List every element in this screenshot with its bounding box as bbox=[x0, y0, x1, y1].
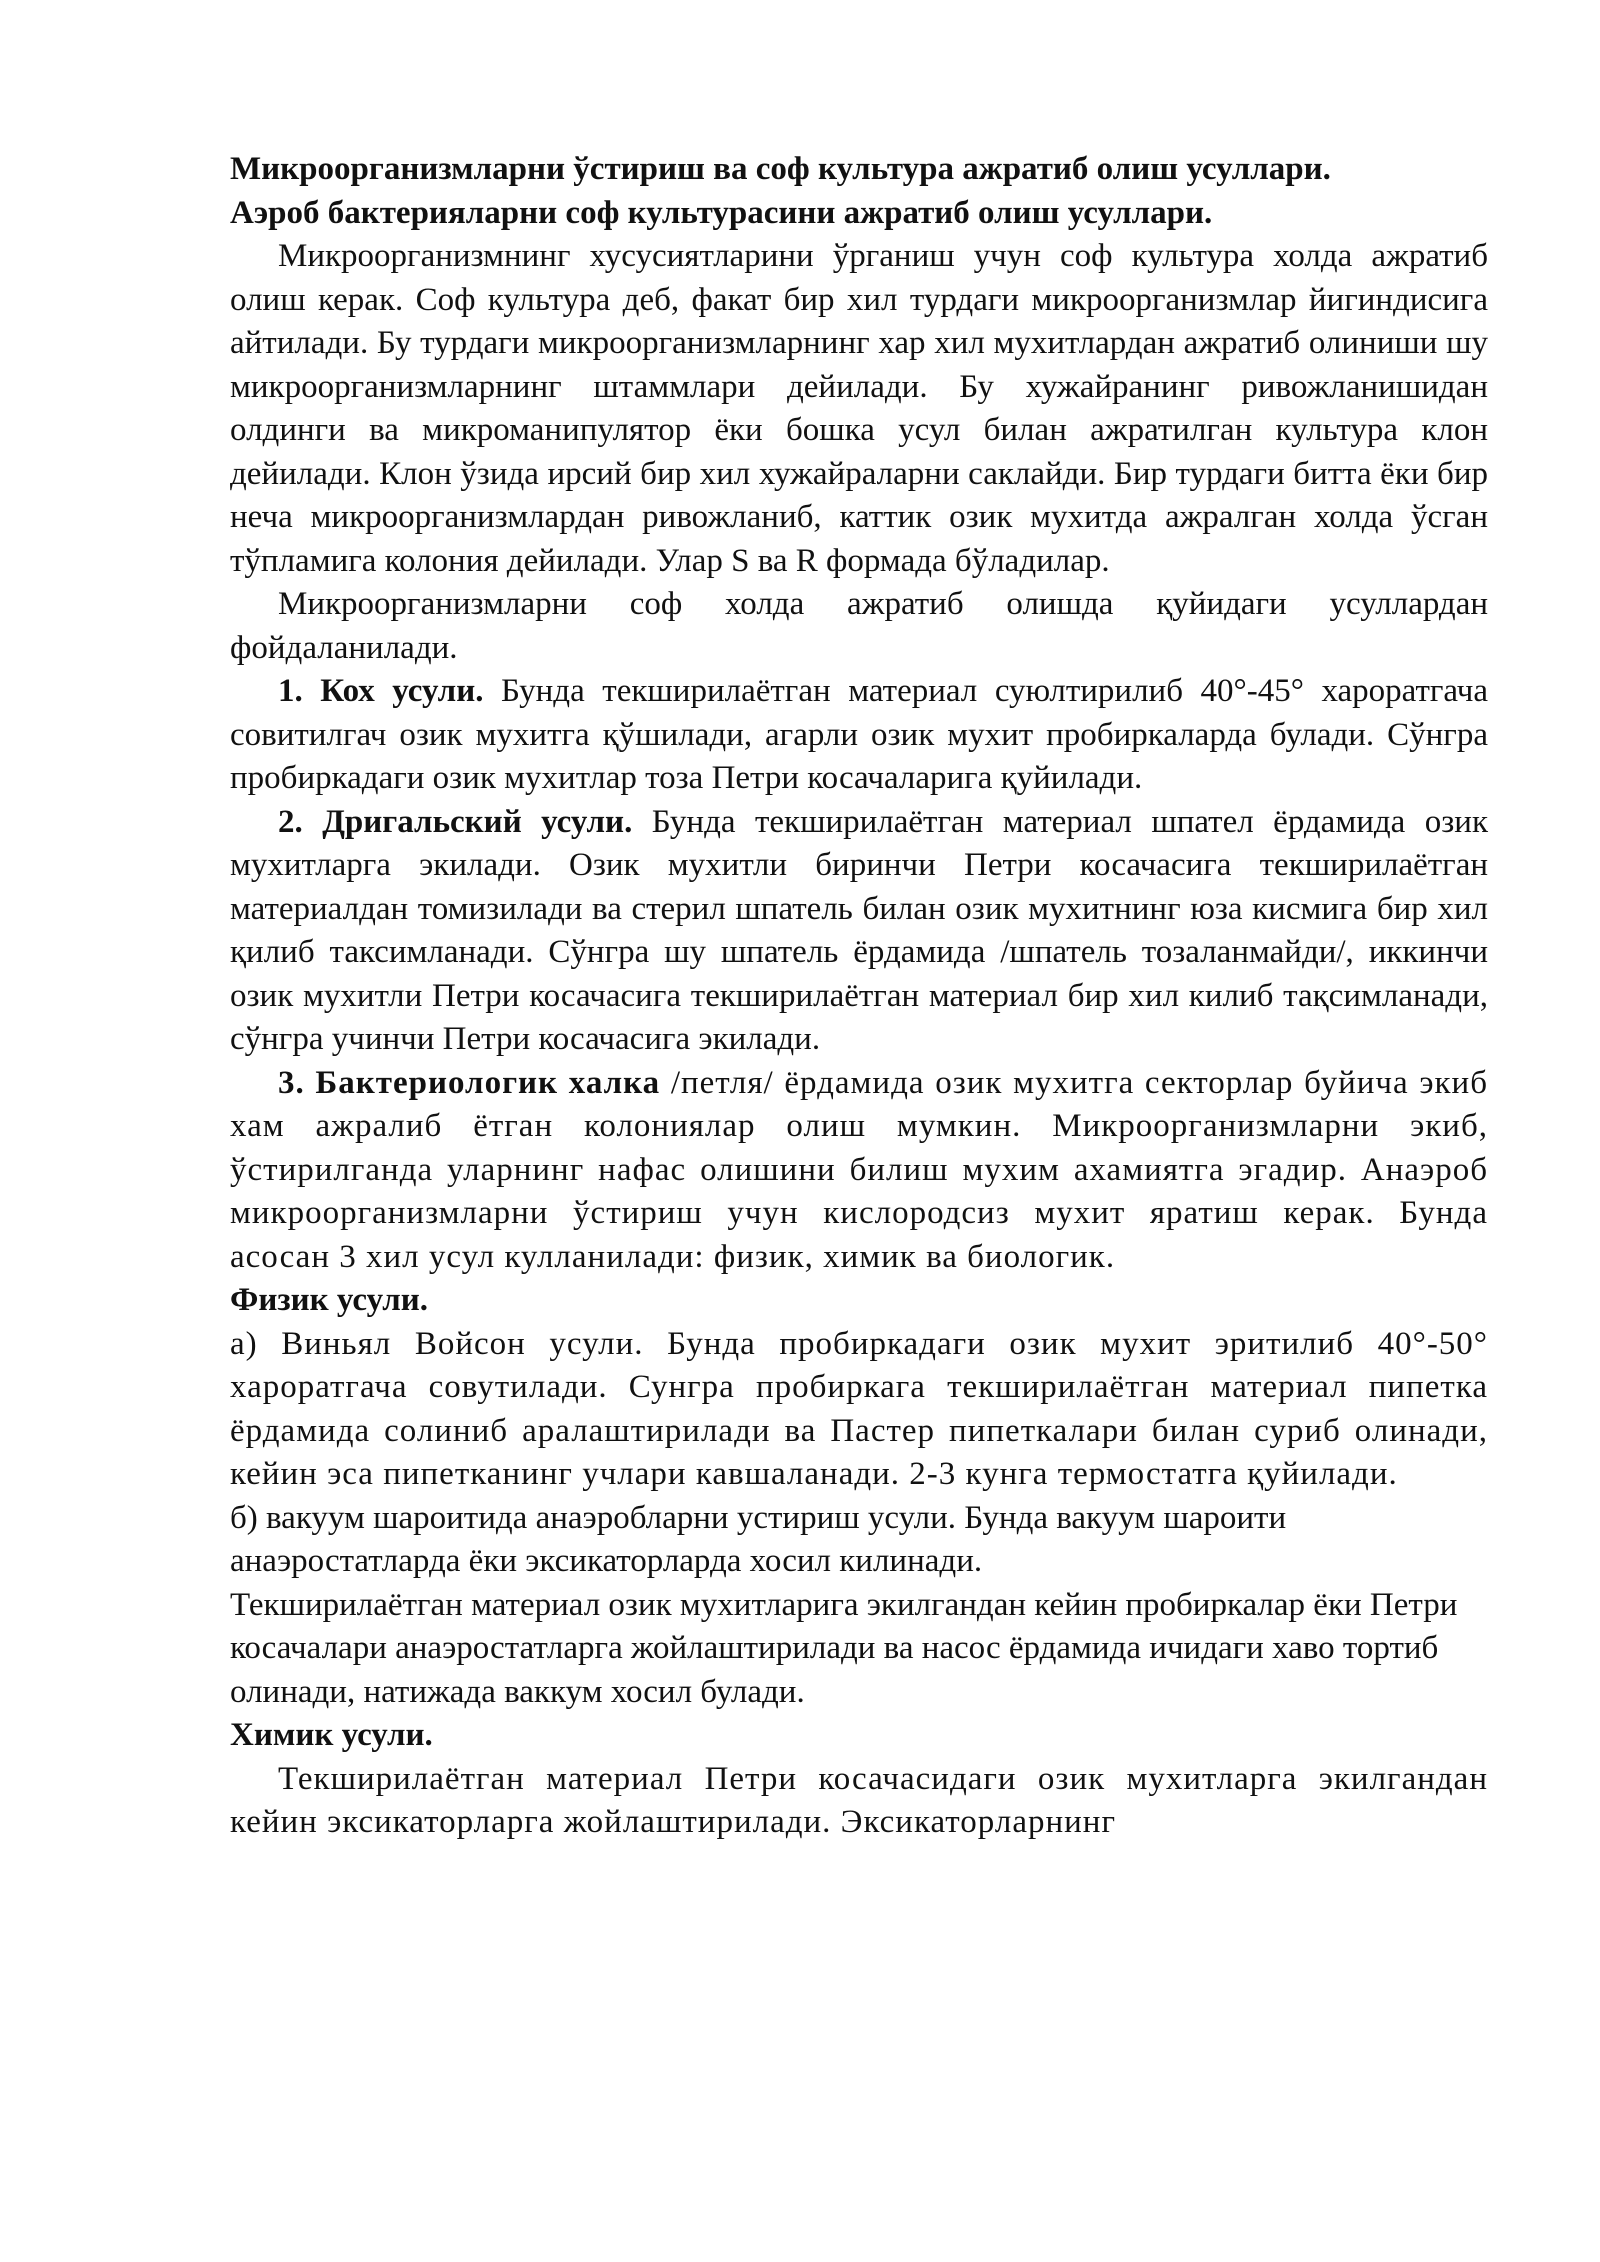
document-title-line-1: Микроорганизмларни ўстириш ва соф культура ажратиб олиш усуллари. bbox=[230, 151, 1331, 187]
method-1-text: Бунда текширилаётган материал суюлтирилиб 40°-45° хароратгача совитилгач озик мухитга қўшилади, агарли озик мухит пробиркаларда булади. Сўнгра пробиркадаги озик мухитлар тоза Петри косачаларига қуйилади. bbox=[230, 673, 1488, 796]
method-2-paragraph bbox=[230, 801, 1488, 1062]
intro-paragraph: Микроорганизмнинг хусусиятларини ўрганиш учун соф культура холда ажратиб олиш керак. Соф культура деб, факат бир хил турдаги микроорганизмлар йигиндисига айтилади. Бу турдаги микроорганизмларнинг хар хил мухитлардан ажратиб олиниши шу микроорганизмларнинг штаммлари дейилади. Бу хужайранинг ривожланишидан олдинги ва микроманипулятор ёки бошка усул билан ажратилган культура клон дейилади. Клон ўзида ирсий бир хил хужайраларни саклайди. Бир турдаги битта ёки бир неча микроорганизмлардан ривожланиб, каттик озик мухитда ажралган холда ўсган тўпламига колония дейилади. Улар S ва R формада бўладилар. bbox=[230, 238, 1488, 579]
method-3-paragraph bbox=[230, 1062, 1488, 1280]
method-1-paragraph bbox=[230, 670, 1488, 801]
physical-method-heading: Физик усули. bbox=[230, 1282, 429, 1318]
document-page bbox=[230, 148, 1488, 1845]
method-3-title: 3. Бактериологик халка bbox=[278, 1064, 661, 1101]
chemical-method-paragraph: Текширилаётган материал Петри косачасидаги озик мухитларга экилгандан кейин эксикаторларга жойлаштирилади. Эксикаторларнинг bbox=[230, 1760, 1488, 1840]
method-1-title: 1. Кох усули. bbox=[278, 673, 484, 709]
document-title-line-2: Аэроб бактерияларни соф культурасини ажратиб олиш усуллари. bbox=[230, 194, 1213, 231]
physical-method-b-paragraph: б) вакуум шароитида анаэробларни устириш усули. Бунда вакуум шароити анаэростатларда ёки эксикаторларда хосил килинади. bbox=[230, 1499, 1287, 1579]
method-2-title: 2. Дригальский усули. bbox=[278, 803, 633, 840]
chemical-method-heading: Химик усули. bbox=[230, 1717, 433, 1753]
physical-method-b-detail-paragraph: Текширилаётган материал озик мухитларига экилгандан кейин пробиркалар ёки Петри косачалари анаэростатларга жойлаштирилади ва насос ёрдамида ичидаги хаво тортиб олинади, натижада ваккум хосил булади. bbox=[230, 1586, 1458, 1710]
methods-intro-paragraph: Микроорганизмларни соф холда ажратиб олишда қуйидаги усуллардан фойдаланилади. bbox=[230, 586, 1488, 666]
method-2-text: Бунда текширилаётган материал шпател ёрдамида озик мухитларга экилади. Озик мухитли биринчи Петри косачасига текширилаётган материалдан томизилади ва стерил шпатель билан озик мухитнинг юза кисмига бир хил қилиб таксимланади. Сўнгра шу шпатель ёрдамида /шпатель тозаланмайди/, иккинчи озик мухитли Петри косачасига текширилаётган материал бир хил килиб тақсимланади, сўнгра учинчи Петри косачасига экилади. bbox=[230, 803, 1488, 1057]
method-3-text: /петля/ ёрдамида озик мухитга секторлар буйича экиб хам ажралиб ётган колониялар олиш мумкин. Микроорганизмларни экиб, ўстирилганда уларнинг нафас олишини билиш мухим ахамиятга эгадир. Анаэроб микроорганизмларни ўстириш учун кислородсиз мухит яратиш керак. Бунда асосан 3 хил усул кулланилади: физик, химик ва биологик. bbox=[230, 1064, 1488, 1275]
physical-method-a-paragraph: а) Виньял Войсон усули. Бунда пробиркадаги озик мухит эритилиб 40°-50° хароратгача совутилади. Сунгра пробиркага текширилаётган материал пипетка ёрдамида солиниб аралаштирилади ва Пастер пипеткалари билан суриб олинади, кейин эса пипетканинг учлари кавшаланади. 2-3 кунга термостатга қуйилади. bbox=[230, 1325, 1488, 1492]
